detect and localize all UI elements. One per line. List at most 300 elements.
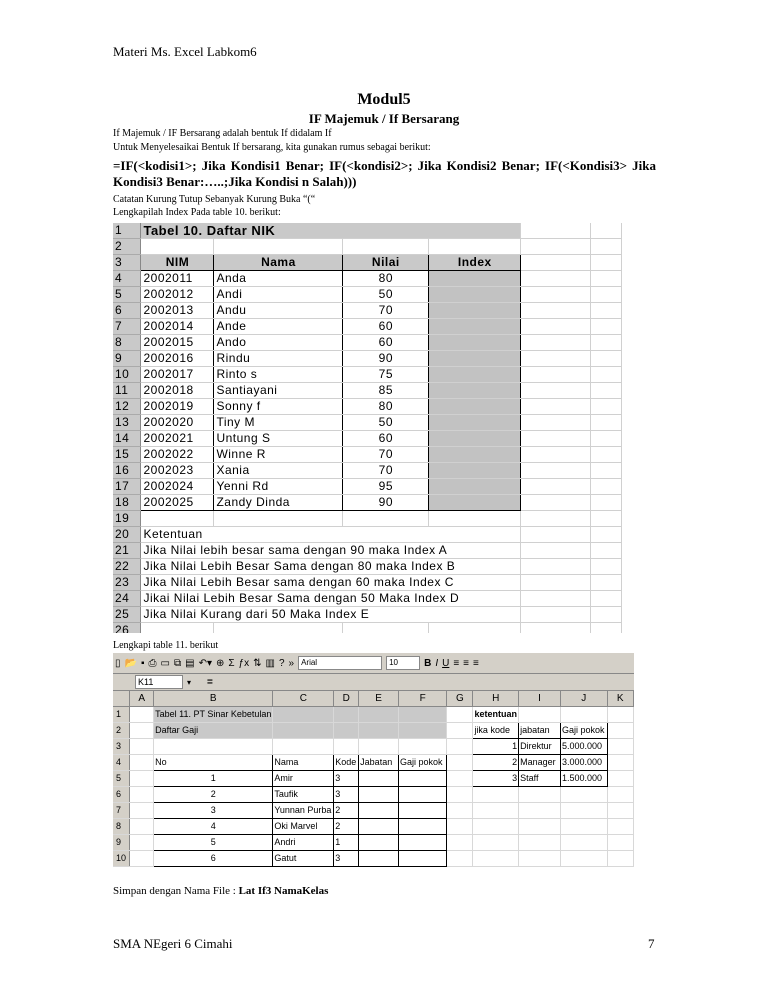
cell [130, 755, 154, 771]
align-center-icon[interactable]: ≡ [463, 657, 470, 669]
row-number: 26 [113, 623, 141, 634]
cell [591, 223, 622, 239]
cell [214, 623, 343, 634]
table-11-subtitle: Daftar Gaji [154, 723, 273, 739]
module-subtitle: IF Majemuk / If Bersarang [308, 111, 460, 126]
cell [473, 835, 519, 851]
kode-cell: 2 [334, 819, 359, 835]
cell [130, 835, 154, 851]
nama-cell: Untung S [214, 431, 343, 447]
row-number: 5 [113, 771, 130, 787]
sheet-row [113, 755, 634, 771]
sheet-row [113, 851, 634, 867]
sheet-row [113, 351, 622, 367]
sheet-row [113, 511, 622, 527]
nim-cell: 2002025 [141, 495, 214, 511]
row-number: 10 [113, 851, 130, 867]
sheet-row [113, 575, 622, 591]
cell [591, 447, 622, 463]
cell [591, 559, 622, 575]
note-line-2: Lengkapilah Index Pada table 10. berikut: [113, 207, 281, 218]
cell [429, 239, 521, 255]
row-number: 13 [113, 415, 141, 431]
cell [359, 723, 399, 739]
cell [130, 787, 154, 803]
ketentuan-header: jika kode [473, 723, 519, 739]
nama-cell: Yenni Rd [214, 479, 343, 495]
nilai-cell: 70 [343, 303, 429, 319]
no-cell: 6 [154, 851, 273, 867]
note-line-1: Catatan Kurung Tutup Sebanyak Kurung Buka “(“ [113, 194, 316, 205]
column-header: NIM [141, 255, 214, 271]
kode-cell: 2 [473, 755, 519, 771]
corner-cell [113, 691, 130, 707]
index-cell [429, 383, 521, 399]
kode-cell: 3 [334, 787, 359, 803]
cell [591, 287, 622, 303]
sheet-row [113, 771, 634, 787]
row-number: 6 [113, 787, 130, 803]
cell [521, 543, 591, 559]
cell [521, 319, 591, 335]
cell [447, 707, 473, 723]
no-cell: 3 [154, 803, 273, 819]
cell [130, 819, 154, 835]
cell [473, 819, 519, 835]
italic-icon[interactable]: I [435, 657, 439, 669]
cell [398, 739, 446, 755]
no-cell: 1 [154, 771, 273, 787]
cell [447, 851, 473, 867]
cell [141, 511, 214, 527]
column-letter: I [519, 691, 561, 707]
nama-cell: Anda [214, 271, 343, 287]
index-cell [429, 303, 521, 319]
cell [521, 511, 591, 527]
gaji-pokok-cell [398, 835, 446, 851]
nim-cell: 2002020 [141, 415, 214, 431]
row-number: 8 [113, 819, 130, 835]
nilai-cell: 75 [343, 367, 429, 383]
open-icon[interactable]: 📂 [124, 657, 137, 669]
cell [591, 463, 622, 479]
row-number: 20 [113, 527, 141, 543]
cell [273, 739, 334, 755]
save-instruction: Simpan dengan Nama File : Lat If3 NamaKelas [113, 885, 329, 897]
cell [591, 255, 622, 271]
cell [273, 707, 334, 723]
cell [521, 431, 591, 447]
nim-cell: 2002019 [141, 399, 214, 415]
cell [519, 707, 561, 723]
nim-cell: 2002013 [141, 303, 214, 319]
cell [591, 303, 622, 319]
cell [519, 835, 561, 851]
sheet-row [113, 255, 622, 271]
ketentuan-title: ketentuan [473, 707, 519, 723]
cell [560, 835, 607, 851]
column-letter: B [154, 691, 273, 707]
cell [591, 623, 622, 634]
row-number: 19 [113, 511, 141, 527]
cell [130, 803, 154, 819]
cell [273, 723, 334, 739]
ketentuan-header: jabatan [519, 723, 561, 739]
cell [591, 399, 622, 415]
cell [130, 739, 154, 755]
row-number: 18 [113, 495, 141, 511]
cell [130, 723, 154, 739]
cell [521, 383, 591, 399]
nilai-cell: 60 [343, 319, 429, 335]
index-cell [429, 415, 521, 431]
sheet-row [113, 559, 622, 575]
column-letter: A [130, 691, 154, 707]
index-cell [429, 287, 521, 303]
index-cell [429, 447, 521, 463]
rule-text: Jika Nilai Kurang dari 50 Maka Index E [141, 607, 521, 623]
align-left-icon[interactable]: ≡ [453, 657, 460, 669]
rule-text: Jika Nilai lebih besar sama dengan 90 maka Index A [141, 543, 521, 559]
gaji-pokok-cell [398, 787, 446, 803]
paste-icon[interactable]: ▤ [185, 657, 195, 669]
cell [519, 803, 561, 819]
cell [447, 771, 473, 787]
nim-cell: 2002021 [141, 431, 214, 447]
cell [591, 335, 622, 351]
sheet-row [113, 543, 622, 559]
cell [607, 819, 633, 835]
cell [214, 511, 343, 527]
row-number: 12 [113, 399, 141, 415]
cell [447, 755, 473, 771]
cell [560, 851, 607, 867]
row-number: 11 [113, 383, 141, 399]
table-11-header: No [154, 755, 273, 771]
index-cell [429, 335, 521, 351]
cell [521, 303, 591, 319]
index-cell [429, 351, 521, 367]
cell [398, 723, 446, 739]
cell [521, 351, 591, 367]
index-cell [429, 479, 521, 495]
cell [591, 319, 622, 335]
rule-text: Jikai Nilai Lebih Besar Sama dengan 50 Maka Index D [141, 591, 521, 607]
index-cell [429, 319, 521, 335]
cell [591, 367, 622, 383]
cell [447, 835, 473, 851]
sheet-row [113, 223, 622, 239]
cell [214, 239, 343, 255]
sheet-row [113, 803, 634, 819]
save-filename: Lat If3 NamaKelas [238, 885, 329, 897]
nim-cell: 2002011 [141, 271, 214, 287]
cell [607, 739, 633, 755]
sheet-row [113, 787, 634, 803]
nama-cell: Winne R [214, 447, 343, 463]
nim-cell: 2002014 [141, 319, 214, 335]
cell [130, 771, 154, 787]
cell [521, 463, 591, 479]
row-number: 1 [113, 223, 141, 239]
font-select[interactable]: Arial [298, 656, 382, 670]
cell [521, 223, 591, 239]
cell [519, 819, 561, 835]
row-number: 1 [113, 707, 130, 723]
cell [591, 351, 622, 367]
nilai-cell: 90 [343, 351, 429, 367]
nilai-cell: 60 [343, 431, 429, 447]
underline-icon[interactable]: U [442, 657, 450, 669]
gaji-pokok-cell [398, 771, 446, 787]
sheet-row [113, 623, 622, 634]
cell [398, 707, 446, 723]
kode-cell: 3 [334, 851, 359, 867]
index-cell [429, 495, 521, 511]
nilai-cell: 85 [343, 383, 429, 399]
autosum-icon[interactable]: Σ [228, 657, 235, 669]
cell [591, 271, 622, 287]
sheet-row [113, 367, 622, 383]
cell [334, 723, 359, 739]
nama-cell: Amir [273, 771, 334, 787]
row-number: 17 [113, 479, 141, 495]
font-size-select[interactable]: 10 [386, 656, 420, 670]
cell [359, 739, 399, 755]
cell [560, 803, 607, 819]
cell [473, 803, 519, 819]
nilai-cell: 80 [343, 271, 429, 287]
column-letter: D [334, 691, 359, 707]
jabatan-cell [359, 835, 399, 851]
cell [521, 415, 591, 431]
sheet-row [113, 723, 634, 739]
column-letter: K [607, 691, 633, 707]
cell [334, 739, 359, 755]
gaji-cell: 1.500.000 [560, 771, 607, 787]
row-number: 8 [113, 335, 141, 351]
row-number: 25 [113, 607, 141, 623]
nama-cell: Andu [214, 303, 343, 319]
cell [591, 383, 622, 399]
sheet-row [113, 819, 634, 835]
name-box[interactable]: K11 [135, 675, 183, 689]
row-number: 6 [113, 303, 141, 319]
cell [607, 803, 633, 819]
ketentuan-label: Ketentuan [141, 527, 521, 543]
gaji-pokok-cell [398, 819, 446, 835]
cell [429, 511, 521, 527]
cell [560, 787, 607, 803]
cell [607, 835, 633, 851]
row-number: 22 [113, 559, 141, 575]
sheet-row [113, 415, 622, 431]
chart-icon[interactable]: ▥ [265, 657, 275, 669]
spreadsheet-table-11 [113, 653, 634, 873]
jabatan-cell: Manager [519, 755, 561, 771]
sheet-row [113, 527, 622, 543]
sheet-row [113, 463, 622, 479]
row-number: 3 [113, 255, 141, 271]
nim-cell: 2002018 [141, 383, 214, 399]
cell [521, 255, 591, 271]
nama-cell: Sonny f [214, 399, 343, 415]
index-cell [429, 463, 521, 479]
cell [447, 723, 473, 739]
more-icon[interactable]: » [288, 657, 295, 669]
page-header: Materi Ms. Excel Labkom6 [113, 44, 257, 59]
column-letter: F [398, 691, 446, 707]
nim-cell: 2002017 [141, 367, 214, 383]
sheet-row [113, 383, 622, 399]
nim-cell: 2002024 [141, 479, 214, 495]
nama-cell: Ande [214, 319, 343, 335]
cell [591, 575, 622, 591]
cell [591, 527, 622, 543]
table-11-header: Nama [273, 755, 334, 771]
cell [429, 623, 521, 634]
save-icon[interactable]: ▪ [140, 657, 145, 669]
index-cell [429, 271, 521, 287]
sheet-row [113, 607, 622, 623]
jabatan-cell [359, 819, 399, 835]
module-title: Modul5 [357, 91, 411, 108]
copy-icon[interactable]: ⧉ [173, 657, 182, 669]
sheet-row [113, 335, 622, 351]
cell [607, 787, 633, 803]
cell [521, 479, 591, 495]
kode-cell: 1 [473, 739, 519, 755]
intro-line-1: If Majemuk / IF Bersarang adalah bentuk If didalam If [113, 128, 332, 139]
cell [521, 559, 591, 575]
spreadsheet-table-10 [113, 223, 622, 633]
column-header: Nilai [343, 255, 429, 271]
index-cell [429, 431, 521, 447]
ketentuan-header: Gaji pokok [560, 723, 607, 739]
sort-icon[interactable]: ⇅ [253, 657, 262, 669]
cell [521, 495, 591, 511]
cell [141, 623, 214, 634]
intro-line-2: Untuk Menyelesaikai Bentuk If bersarang, kita gunakan rumus sebagai berikut: [113, 142, 431, 153]
table-11-label: Lengkapi table 11. berikut [113, 640, 219, 651]
page-number: 7 [648, 936, 655, 951]
cell [521, 335, 591, 351]
cell [591, 511, 622, 527]
print-icon[interactable]: ⎙ [148, 657, 157, 669]
kode-cell: 1 [334, 835, 359, 851]
cell [521, 287, 591, 303]
preview-icon[interactable]: ▭ [160, 657, 170, 669]
cell [591, 479, 622, 495]
cell [447, 787, 473, 803]
name-box-dropdown-icon[interactable]: ▾ [187, 677, 192, 687]
bold-icon[interactable]: B [424, 657, 432, 669]
column-header: Index [429, 255, 521, 271]
jabatan-cell: Direktur [519, 739, 561, 755]
row-number: 4 [113, 755, 130, 771]
cell [521, 239, 591, 255]
nim-cell: 2002012 [141, 287, 214, 303]
function-icon[interactable]: ƒx [238, 657, 250, 669]
help-icon[interactable]: ? [278, 657, 285, 669]
sheet-row [113, 303, 622, 319]
nama-cell: Santiayani [214, 383, 343, 399]
jabatan-cell [359, 787, 399, 803]
cell [607, 723, 633, 739]
align-right-icon[interactable]: ≡ [473, 657, 479, 669]
row-number: 5 [113, 287, 141, 303]
nilai-cell: 80 [343, 399, 429, 415]
cell [519, 851, 561, 867]
index-cell [429, 399, 521, 415]
index-cell [429, 367, 521, 383]
no-cell: 4 [154, 819, 273, 835]
column-letter: H [473, 691, 519, 707]
row-number: 9 [113, 835, 130, 851]
cell [591, 543, 622, 559]
cell [607, 851, 633, 867]
cell [447, 803, 473, 819]
cell [521, 591, 591, 607]
kode-cell: 3 [473, 771, 519, 787]
sheet-row [113, 239, 622, 255]
cell [591, 495, 622, 511]
cell [521, 607, 591, 623]
cell [141, 239, 214, 255]
rule-text: Jika Nilai Lebih Besar sama dengan 60 maka Index C [141, 575, 521, 591]
row-number: 4 [113, 271, 141, 287]
cell [607, 755, 633, 771]
no-cell: 5 [154, 835, 273, 851]
table-11-header: Gaji pokok [398, 755, 446, 771]
cell [521, 575, 591, 591]
kode-cell: 3 [334, 771, 359, 787]
cell [447, 819, 473, 835]
cell [519, 787, 561, 803]
sheet-row [113, 447, 622, 463]
table-10-title: Tabel 10. Daftar NIK [141, 223, 521, 239]
cell [591, 431, 622, 447]
jabatan-cell: Staff [519, 771, 561, 787]
no-cell: 2 [154, 787, 273, 803]
jabatan-cell [359, 771, 399, 787]
column-letter: C [273, 691, 334, 707]
sheet-row [113, 271, 622, 287]
cell [334, 707, 359, 723]
nama-cell: Taufik [273, 787, 334, 803]
cell [591, 239, 622, 255]
formula-equals: = [207, 676, 213, 688]
new-icon[interactable]: ▯ [115, 657, 121, 669]
hyperlink-icon[interactable]: ⊕ [215, 657, 225, 669]
row-number: 7 [113, 803, 130, 819]
cell [607, 707, 633, 723]
nilai-cell: 50 [343, 287, 429, 303]
nim-cell: 2002022 [141, 447, 214, 463]
row-number: 21 [113, 543, 141, 559]
cell [473, 851, 519, 867]
sheet-row [113, 287, 622, 303]
undo-icon[interactable]: ↶▾ [198, 657, 212, 669]
cell [473, 787, 519, 803]
sheet-row [113, 399, 622, 415]
sheet-row [113, 739, 634, 755]
row-number: 23 [113, 575, 141, 591]
nilai-cell: 95 [343, 479, 429, 495]
sheet-row [113, 431, 622, 447]
row-number: 15 [113, 447, 141, 463]
cell [130, 707, 154, 723]
